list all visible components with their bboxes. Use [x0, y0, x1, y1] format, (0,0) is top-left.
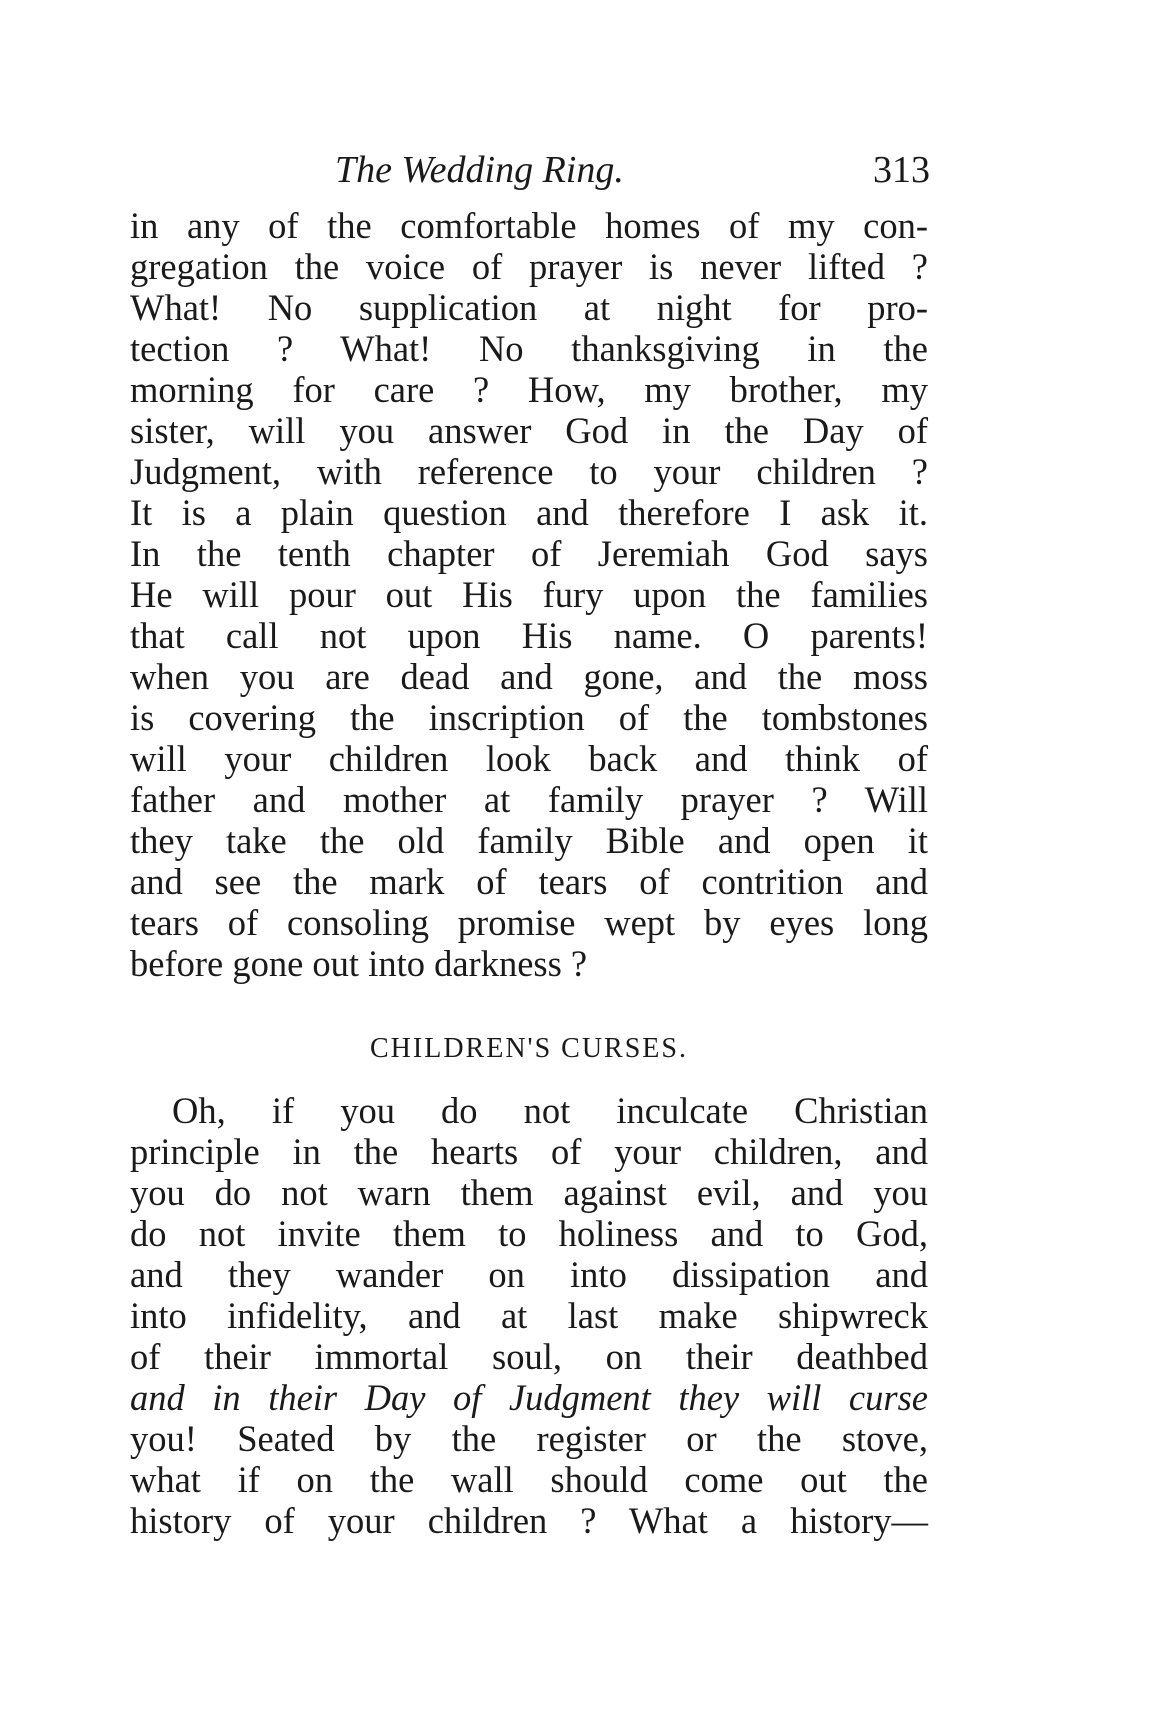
text-line: In the tenth chapter of Jeremiah God says	[130, 533, 928, 574]
text-line: tears of consoling promise wept by eyes long	[130, 902, 928, 943]
text-line: before gone out into darkness ?	[130, 943, 588, 984]
text-line: He will pour out His fury upon the families	[130, 574, 928, 615]
text-line: history of your children ? What a history—	[130, 1500, 928, 1541]
text-line-italic: and in their Day of Judgment they will curse	[130, 1377, 928, 1418]
text-line: you! Seated by the register or the stove,	[130, 1418, 928, 1459]
section-subheading: CHILDREN'S CURSES.	[370, 1033, 688, 1064]
running-title: The Wedding Ring.	[335, 149, 624, 191]
text-line: and they wander on into dissipation and	[130, 1254, 928, 1295]
paragraph-2	[130, 1090, 928, 1541]
text-line: what if on the wall should come out the	[130, 1459, 928, 1500]
text-line: father and mother at family prayer ? Will	[130, 779, 928, 820]
text-line: that call not upon His name. O parents!	[130, 615, 928, 656]
text-line: morning for care ? How, my brother, my	[130, 369, 928, 410]
text-line: when you are dead and gone, and the moss	[130, 656, 928, 697]
text-line: Judgment, with reference to your children ?	[130, 451, 928, 492]
text-line: you do not warn them against evil, and you	[130, 1172, 928, 1213]
text-line: they take the old family Bible and open it	[130, 820, 928, 861]
text-line: sister, will you answer God in the Day of	[130, 410, 928, 451]
text-line: do not invite them to holiness and to God,	[130, 1213, 928, 1254]
text-line: tection ? What! No thanksgiving in the	[130, 328, 928, 369]
paragraph-1	[130, 205, 928, 984]
text-line: and see the mark of tears of contrition and	[130, 861, 928, 902]
text-line: What! No supplication at night for pro-	[130, 287, 928, 328]
text-line: of their immortal soul, on their deathbed	[130, 1336, 928, 1377]
text-line: is covering the inscription of the tombstones	[130, 697, 928, 738]
text-line: It is a plain question and therefore I ask it.	[130, 492, 928, 533]
text-line: will your children look back and think of	[130, 738, 928, 779]
page-number: 313	[873, 149, 930, 191]
text-line: into infidelity, and at last make shipwreck	[130, 1295, 928, 1336]
text-line: Oh, if you do not inculcate Christian	[172, 1090, 928, 1131]
page-header	[130, 148, 930, 200]
text-line: principle in the hearts of your children, and	[130, 1131, 928, 1172]
text-line: in any of the comfortable homes of my con-	[130, 205, 928, 246]
text-line: gregation the voice of prayer is never lifted ?	[130, 246, 928, 287]
